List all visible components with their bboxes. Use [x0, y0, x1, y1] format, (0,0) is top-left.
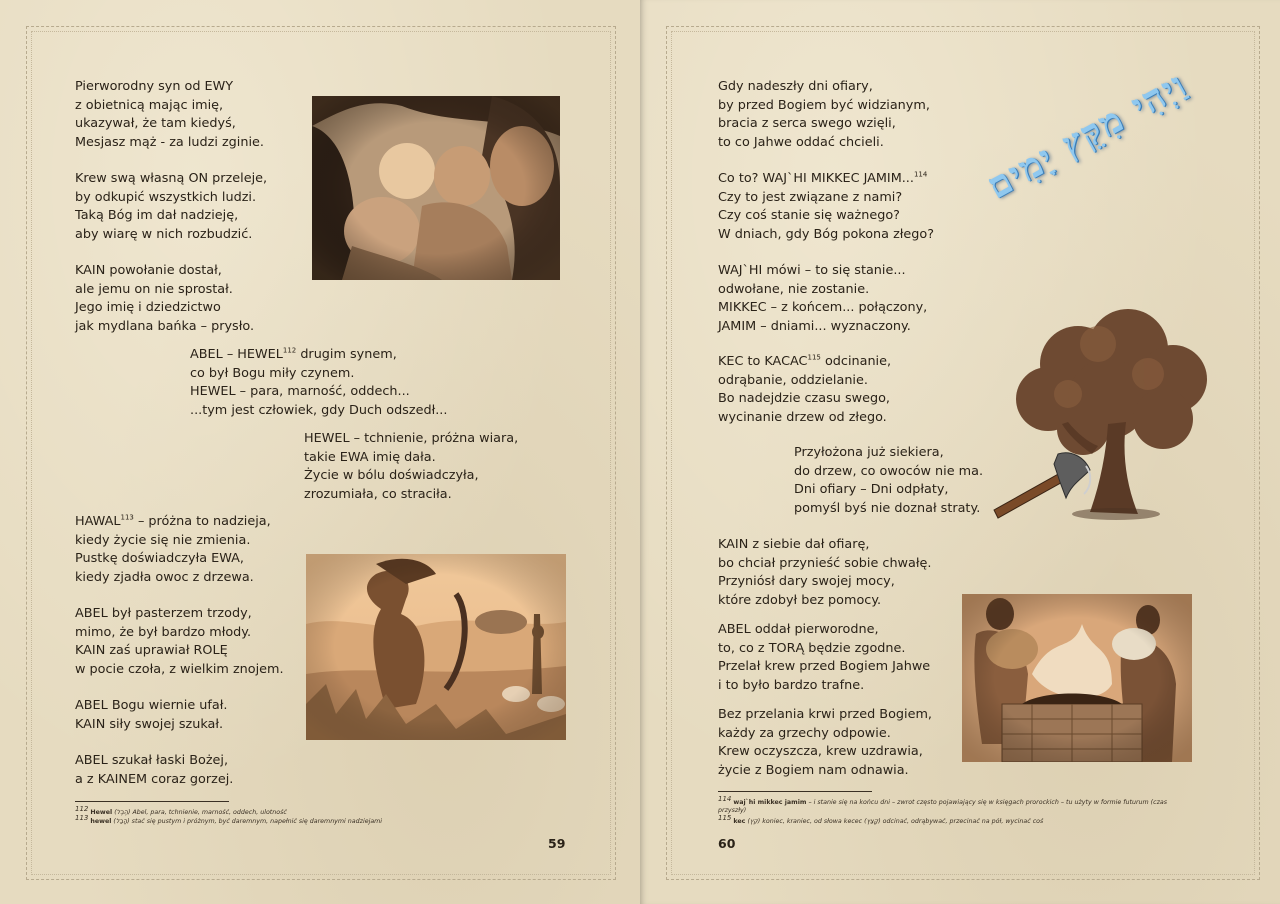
verse-line: bracia z serca swego wzięli, — [718, 116, 896, 132]
stanza-8 — [75, 697, 227, 734]
verse-line: KAIN zaś uprawiał ROLĘ — [75, 643, 228, 659]
verse-line: kiedy życie się nie zmienia. — [75, 532, 251, 548]
verse-line: Przelał krew przed Bogiem Jahwe — [718, 659, 931, 675]
stanza-9 — [75, 752, 233, 789]
verse-line: życie z Bogiem nam odnawia. — [718, 762, 909, 778]
footnote-115: $^{115}$ kec (קֵץ) koniec, kraniec, od słowa kecec (קָצַץ) odcinać, odrąbywać, przecinać na pół, wycinać coś — [718, 814, 1044, 826]
illustration-offering — [962, 594, 1192, 762]
verse-line: Dni ofiary – Dni odpłaty, — [794, 482, 949, 498]
stanza-6 — [718, 536, 931, 610]
verse-line: z obietnicą mając imię, — [75, 97, 224, 113]
hebrew-title — [979, 63, 1220, 278]
illustration-tree-axe — [988, 304, 1214, 526]
verse-line: HEWEL – tchnienie, próżna wiara, — [304, 431, 519, 446]
verse-line: ale jemu on nie sprostał. — [75, 281, 233, 297]
verse-line: Bo nadejdzie czasu swego, — [718, 391, 890, 407]
verse-line: bo chciał przynieść sobie chwałę. — [718, 555, 932, 571]
verse-line: Co to? WAJ`HI MIKKEC JAMIM...$^{114}$ — [718, 170, 928, 186]
verse-line: JAMIM – dniami... wyznaczony. — [718, 318, 911, 334]
verse-line: Krew swą własną ON przeleje, — [75, 171, 268, 186]
verse-line: Pustkę doświadczyła EWA, — [75, 551, 244, 567]
verse-line: odrąbanie, oddzielanie. — [718, 372, 868, 388]
verse-line: każdy za grzechy odpowie. — [718, 725, 891, 741]
hebrew-title-text: וַיְהִי מִקֵּץ יָמִים — [979, 63, 1195, 208]
page-number: 60 — [718, 836, 736, 851]
footnote-112: $^{112}$ Hewel (הֶבֶל) Abel, para, tchnienie, marność, oddech, ulotność — [75, 805, 287, 817]
verse-line: by przed Bogiem być widzianym, — [718, 97, 930, 113]
verse-line: Czy coś stanie się ważnego? — [718, 208, 900, 224]
verse-line: wycinanie drzew od złego. — [718, 409, 887, 425]
stanza-5 — [304, 430, 518, 504]
verse-line: KAIN powołanie dostał, — [75, 263, 222, 278]
stanza-4 — [190, 346, 447, 420]
verse-line: WAJ`HI mówi – to się stanie... — [718, 263, 906, 278]
footnote-mark: 115 — [807, 353, 821, 362]
footnote-mark: 114 — [913, 170, 928, 179]
verse-line: Gdy nadeszły dni ofiary, — [718, 79, 873, 94]
stanza-7 — [718, 621, 930, 695]
stanza-2 — [75, 170, 267, 244]
verse-line: aby wiarę w nich rozbudzić. — [75, 226, 253, 242]
verse-line: Mesjasz mąż - za ludzi zginie. — [75, 134, 264, 150]
verse-line: odwołane, nie zostanie. — [718, 281, 870, 297]
stanza-6 — [75, 513, 271, 587]
illustration-cain-field — [306, 554, 566, 740]
verse-line: ABEL szukał łaski Bożej, — [75, 753, 229, 768]
verse-line: takie EWA imię dała. — [304, 449, 436, 465]
verse-line: kiedy zjadła owoc z drzewa. — [75, 569, 254, 585]
verse-line: MIKKEC – z końcem... połączony, — [718, 300, 928, 316]
stanza-5 — [794, 444, 983, 518]
stanza-3 — [75, 262, 254, 336]
stanza-1 — [718, 78, 930, 152]
verse-line: Przyniósł dary swojej mocy, — [718, 574, 895, 590]
verse-line: Przyłożona już siekiera, — [794, 445, 944, 460]
verse-line: jak mydlana bańka – prysło. — [75, 318, 255, 334]
verse-line: zrozumiała, co straciła. — [304, 486, 452, 502]
verse-line: Czy to jest związane z nami? — [718, 189, 903, 205]
verse-line: i to było bardzo trafne. — [718, 677, 865, 693]
verse-line: KEC to KACAC$^{115}$ odcinanie, — [718, 353, 892, 369]
footnote-113: $^{113}$ hewel (הָבַל) stać się pustym i próżnym, być daremnym, napełnić się daremnymi nadziejami — [75, 814, 383, 826]
stanza-7 — [75, 605, 284, 679]
verse-line: ABEL oddał pierworodne, — [718, 622, 879, 637]
verse-line: Jego imię i dziedzictwo — [75, 300, 221, 316]
verse-line: Taką Bóg im dał nadzieję, — [75, 208, 239, 224]
footnote-mark: 113 — [120, 513, 134, 522]
page-number: 59 — [548, 836, 566, 851]
verse-line: ...tym jest człowiek, gdy Duch odszedł... — [190, 402, 448, 418]
verse-line: ABEL Bogu wiernie ufał. — [75, 698, 228, 713]
verse-line: Życie w bólu doświadczyła, — [304, 468, 479, 484]
footnote-114: $^{114}$ waj`hi mikkec jamim – i stanie się na końcu dni – zwrot często pojawiający się w księgach prorockich – tu użyty w formie futurum (czas przyszły) — [718, 795, 1168, 815]
verse-line: ABEL – HEWEL$^{112}$ drugim synem, — [190, 346, 397, 362]
verse-line: W dniach, gdy Bóg pokona złego? — [718, 226, 935, 242]
verse-line: HAWAL$^{113}$ – próżna to nadzieja, — [75, 513, 271, 529]
stanza-1 — [75, 78, 264, 152]
verse-line: Bez przelania krwi przed Bogiem, — [718, 707, 933, 722]
verse-line: ukazywał, że tam kiedyś, — [75, 116, 236, 132]
verse-line: HEWEL – para, marność, oddech... — [190, 384, 410, 400]
verse-line: a z KAINEM coraz gorzej. — [75, 771, 234, 787]
verse-line: Krew oczyszcza, krew uzdrawia, — [718, 744, 923, 760]
verse-line: to co Jahwe oddać chcieli. — [718, 134, 884, 150]
verse-line: to, co z TORĄ będzie zgodne. — [718, 640, 906, 656]
verse-line: ABEL był pasterzem trzody, — [75, 606, 252, 621]
stanza-8 — [718, 706, 932, 780]
verse-line: Pierworodny syn od EWY — [75, 79, 234, 94]
stanza-2 — [718, 170, 934, 244]
illustration-family — [312, 96, 560, 280]
verse-line: w pocie czoła, z wielkim znojem. — [75, 661, 284, 677]
footnote-rule — [718, 791, 872, 792]
stanza-4 — [718, 353, 891, 427]
verse-line: które zdobył bez pomocy. — [718, 592, 882, 608]
verse-line: do drzew, co owoców nie ma. — [794, 463, 984, 479]
footnote-mark: 112 — [282, 346, 297, 355]
verse-line: mimo, że był bardzo młody. — [75, 624, 252, 640]
verse-line: by odkupić wszystkich ludzi. — [75, 189, 257, 205]
verse-line: pomyśl byś nie doznał straty. — [794, 500, 981, 516]
stanza-3 — [718, 262, 927, 336]
verse-line: co był Bogu miły czynem. — [190, 365, 355, 381]
verse-line: KAIN z siebie dał ofiarę, — [718, 537, 870, 552]
footnote-rule — [75, 801, 229, 802]
verse-line: KAIN siły swojej szukał. — [75, 716, 224, 732]
